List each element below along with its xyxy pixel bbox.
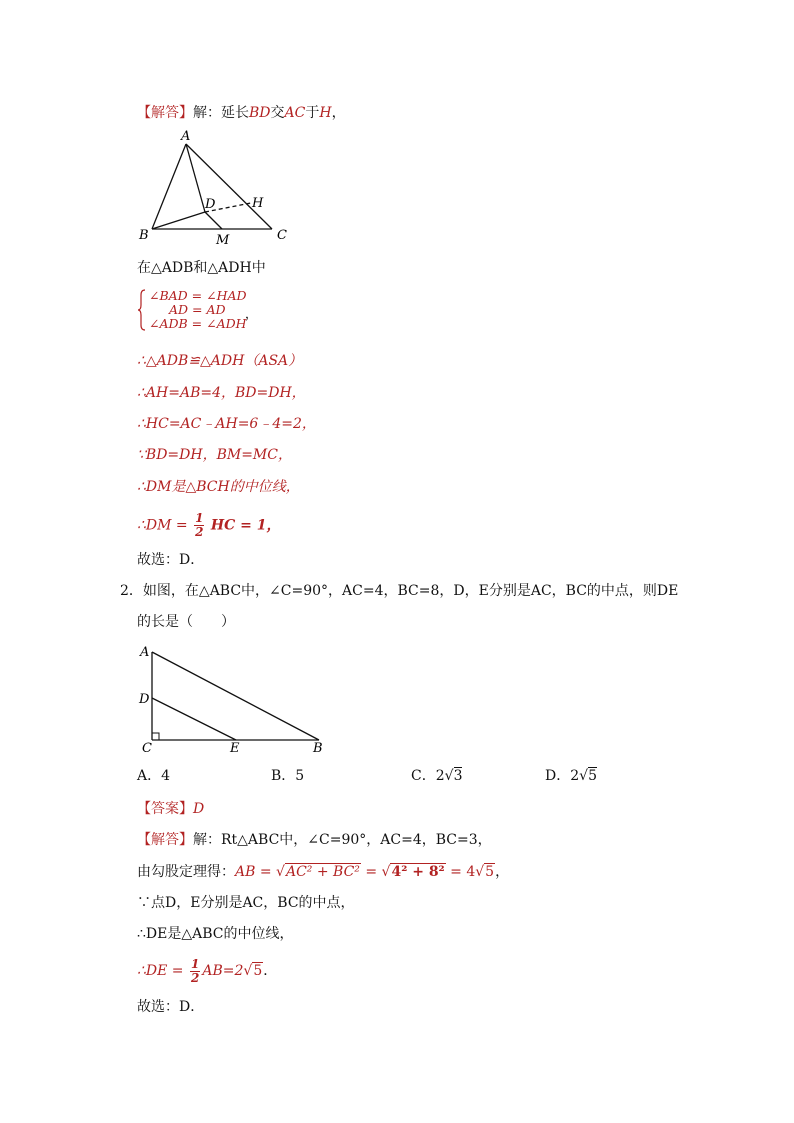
answer2	[137, 799, 204, 819]
fraction-half: $\frac{1}{2}$	[195, 511, 204, 539]
in-triangles-line: 在△ADB和△ADH中	[137, 260, 266, 276]
option-d[interactable]: D．2√5	[545, 768, 597, 784]
question2-line2: 的长是（ ）	[137, 614, 235, 630]
solution1-intro: 【解答】解：延长BD交AC于H，	[137, 105, 346, 121]
pythagoras-line: 由勾股定理得：AB = √AC² + BC² = √4² + 8² = 4√5，	[137, 864, 510, 880]
step-4: ∵BD=DH，BM=MC，	[137, 447, 292, 463]
de-result: ∴DE = $\frac{1}{2}$ AB=2√5．	[137, 956, 278, 985]
edge-bd	[152, 212, 205, 229]
label-m: M	[216, 233, 230, 248]
step-1: ∴△ADB≌△ADH（ASA）	[137, 353, 303, 369]
figure-triangle-2	[130, 640, 330, 758]
right-angle-mark	[152, 733, 159, 740]
solution-tag: 【解答】	[137, 832, 193, 848]
fraction-half: $\frac{1}{2}$	[191, 956, 200, 985]
edge-dm	[205, 212, 222, 229]
label-a: A	[181, 129, 191, 144]
label-c: C	[142, 741, 152, 756]
step-2: ∴AH=AB=4，BD=DH，	[137, 385, 306, 401]
solution-tag: 【解答】	[137, 105, 193, 121]
edge-ab	[152, 144, 186, 229]
question2-line1: 2．如图，在△ABC中，∠C=90°，AC=4，BC=8，D，E分别是AC，BC的中点，则DE	[120, 583, 679, 599]
option-c[interactable]: C．2√3	[411, 768, 463, 784]
label-c: C	[277, 228, 287, 243]
label-e: E	[230, 741, 240, 756]
solution2-line3: ∵点D，E分别是AC，BC的中点，	[137, 895, 355, 911]
step-5: ∴DM是△BCH的中位线，	[137, 479, 300, 495]
step-3: ∴HC=AC﹣AH=6﹣4=2，	[137, 416, 316, 432]
option-b[interactable]: B．5	[271, 768, 305, 784]
choice-1: 故选：D．	[137, 552, 205, 568]
solution2-line1: 【解答】解：Rt△ABC中，∠C=90°，AC=4，BC=3，	[137, 832, 492, 848]
dm-result: ∴DM = $\frac{1}{2}$ HC = 1，	[137, 511, 281, 539]
label-a: A	[140, 645, 150, 660]
edge-de	[152, 698, 236, 740]
label-b: B	[139, 228, 149, 243]
solution2-line4: ∴DE是△ABC的中位线，	[137, 926, 294, 942]
left-brace	[137, 289, 147, 331]
label-h: H	[252, 196, 264, 211]
system-row-3: ∠ADB = ∠ADH	[149, 316, 247, 331]
label-d: D	[139, 692, 150, 707]
edge-ac	[186, 144, 272, 229]
option-a[interactable]: A．4	[137, 768, 171, 784]
figure-triangle-1	[130, 128, 300, 250]
label-d: D	[205, 197, 216, 212]
edge-ab	[152, 652, 319, 740]
label-b: B	[313, 741, 323, 756]
system-row-1: ∠BAD = ∠HAD	[149, 288, 247, 303]
answer-tag: 【答案】	[137, 801, 193, 817]
system-row-2: AD = AD	[169, 302, 226, 317]
choice-2: 故选：D．	[137, 999, 205, 1015]
answer-value: D	[193, 801, 205, 817]
